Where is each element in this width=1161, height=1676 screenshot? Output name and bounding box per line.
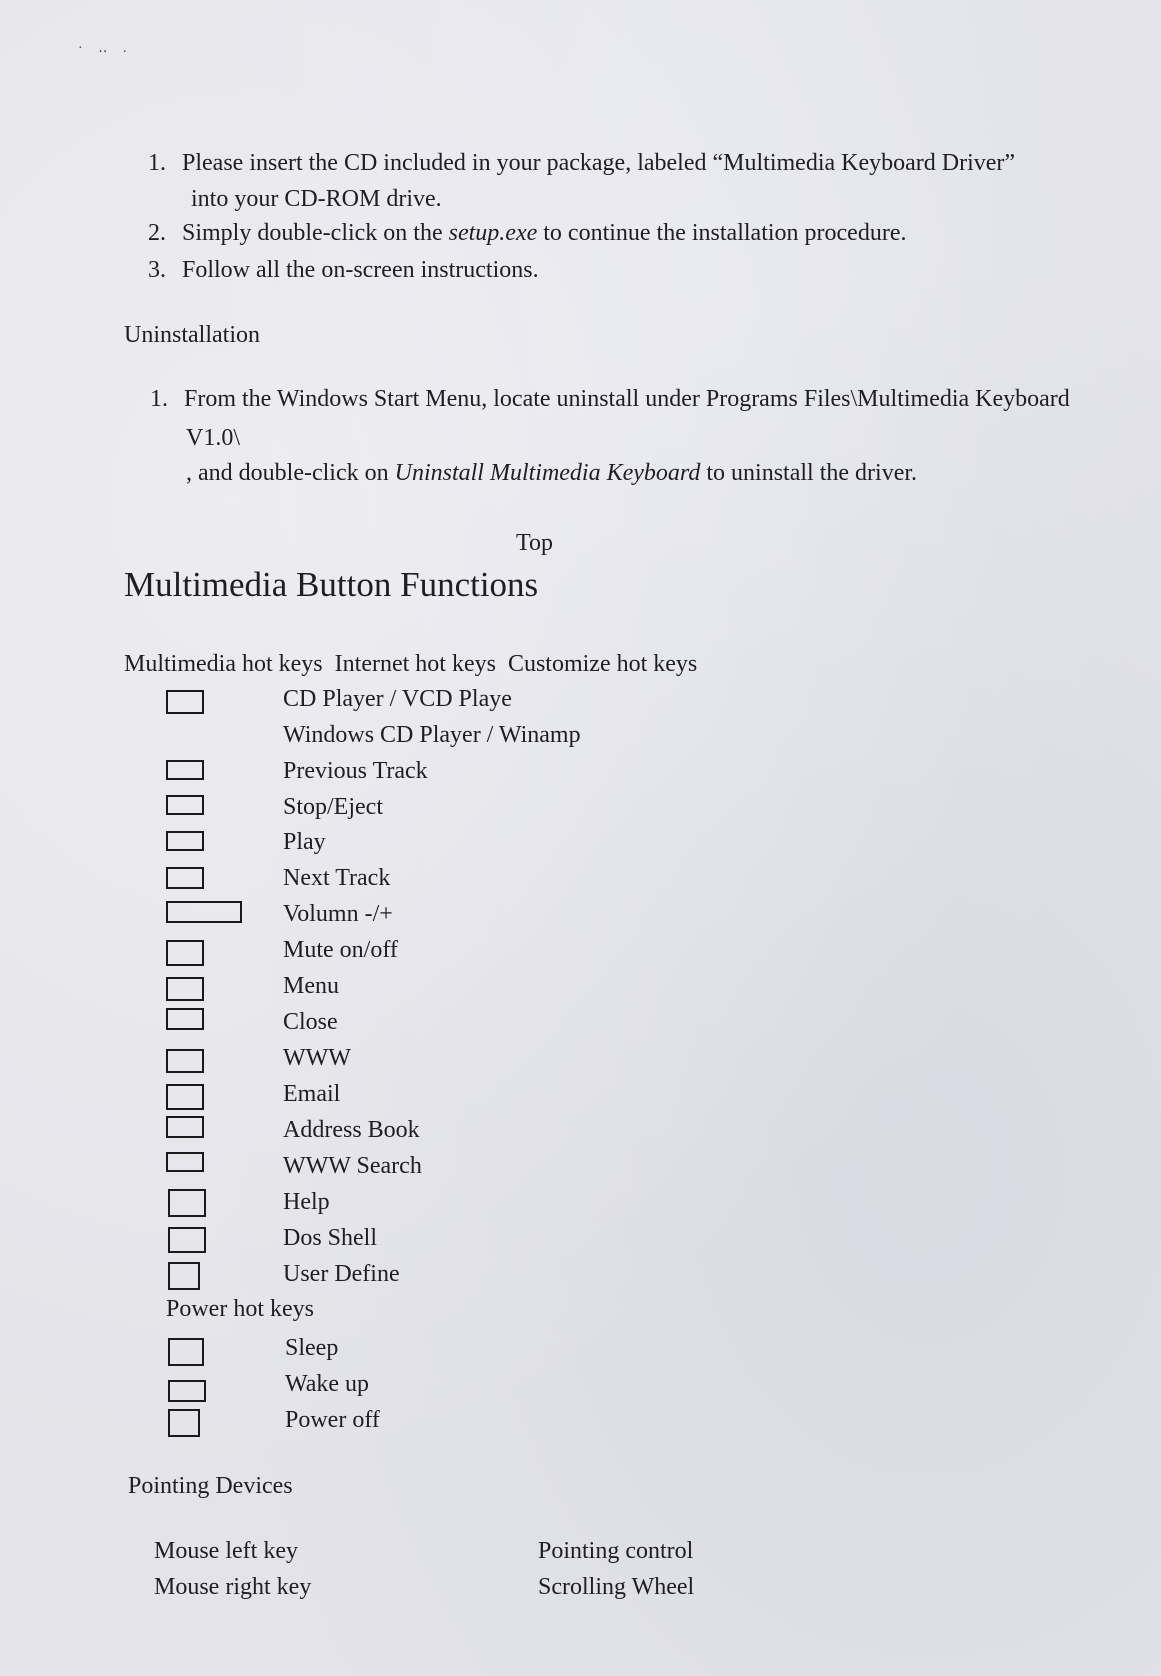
mouse-right-key-label: Mouse right key — [154, 1574, 312, 1600]
key-label-previous-track: Previous Track — [283, 758, 428, 784]
key-label-menu: Menu — [283, 973, 339, 999]
www-search-key-box[interactable] — [166, 1152, 204, 1172]
key-label-stop-eject: Stop/Eject — [283, 794, 383, 820]
key-label-www-search: WWW Search — [283, 1153, 422, 1179]
dos-shell-key-box[interactable] — [168, 1227, 206, 1253]
uninstall-step-1-cont — [186, 460, 917, 487]
setup-exe-reference: setup.exe — [448, 220, 538, 246]
play-key-box[interactable] — [166, 831, 204, 851]
step-text: From the Windows Start Menu, locate uninstall under Programs Files\Multimedia Keyboard — [184, 386, 1070, 412]
help-key-box[interactable] — [168, 1189, 206, 1217]
stop-eject-key-box[interactable] — [166, 795, 204, 815]
pointing-control-label: Pointing control — [538, 1538, 694, 1564]
tab-multimedia-hot-keys[interactable]: Multimedia hot keys — [124, 651, 323, 677]
hotkey-categories — [124, 651, 697, 678]
previous-track-key-box[interactable] — [166, 760, 204, 780]
key-label-mute: Mute on/off — [283, 937, 398, 963]
step-number: 3. — [148, 257, 166, 283]
menu-key-box[interactable] — [166, 977, 204, 1001]
uninstall-step-1 — [150, 386, 1070, 413]
key-label-play: Play — [283, 829, 326, 855]
key-label-close: Close — [283, 1009, 338, 1035]
volume-key-box[interactable] — [166, 901, 242, 923]
scan-marks: · ‥ . — [78, 41, 133, 56]
email-key-box[interactable] — [166, 1084, 204, 1110]
www-key-box[interactable] — [166, 1049, 204, 1073]
step-text-tail: to continue the installation procedure. — [537, 220, 907, 246]
key-label-cd-player: CD Player / VCD Playe — [283, 686, 512, 712]
sleep-key-box[interactable] — [168, 1338, 204, 1366]
step-number: 2. — [148, 220, 166, 246]
key-label-volume: Volumn -/+ — [283, 901, 393, 927]
user-define-key-box[interactable] — [168, 1262, 200, 1290]
section-title: Multimedia Button Functions — [124, 565, 539, 604]
key-label-sleep: Sleep — [285, 1335, 339, 1361]
key-label-windows-cd-player: Windows CD Player / Winamp — [283, 722, 581, 748]
close-key-box[interactable] — [166, 1008, 204, 1030]
key-label-dos-shell: Dos Shell — [283, 1225, 378, 1251]
step-number: 1. — [150, 386, 168, 412]
install-step-3 — [148, 257, 539, 284]
key-label-power-off: Power off — [285, 1407, 380, 1433]
tab-internet-hot-keys[interactable]: Internet hot keys — [334, 651, 496, 677]
key-label-user-define: User Define — [283, 1261, 400, 1287]
top-link[interactable]: Top — [516, 530, 553, 556]
install-step-1 — [148, 150, 1015, 177]
pointing-devices-heading: Pointing Devices — [128, 1473, 293, 1499]
step-text: Simply double-click on the — [182, 220, 449, 246]
wake-up-key-box[interactable] — [168, 1380, 206, 1402]
key-label-help: Help — [283, 1189, 330, 1215]
scrolling-wheel-label: Scrolling Wheel — [538, 1574, 695, 1600]
mute-key-box[interactable] — [166, 940, 204, 966]
power-hot-keys-heading: Power hot keys — [166, 1296, 314, 1322]
step-text: , and double-click on — [186, 460, 395, 486]
uninstall-heading: Uninstallation — [124, 322, 260, 348]
step-number: 1. — [148, 150, 166, 176]
step-text-tail: to uninstall the driver. — [700, 460, 918, 486]
key-label-address-book: Address Book — [283, 1117, 420, 1143]
key-label-email: Email — [283, 1081, 341, 1107]
step-text: Please insert the CD included in your package, labeled “Multimedia Keyboard Driver” — [182, 150, 1016, 176]
step-text: Follow all the on-screen instructions. — [182, 257, 539, 283]
key-label-wake-up: Wake up — [285, 1371, 370, 1397]
cd-player-key-box[interactable] — [166, 690, 204, 714]
power-off-key-box[interactable] — [168, 1409, 200, 1437]
address-book-key-box[interactable] — [166, 1116, 204, 1138]
next-track-key-box[interactable] — [166, 867, 204, 889]
key-label-next-track: Next Track — [283, 865, 391, 891]
install-step-2 — [148, 220, 906, 247]
uninstall-step-1-path: V1.0\ — [186, 425, 240, 451]
tab-customize-hot-keys[interactable]: Customize hot keys — [507, 651, 698, 677]
install-step-1-cont: into your CD-ROM drive. — [191, 186, 442, 212]
mouse-left-key-label: Mouse left key — [154, 1538, 298, 1564]
key-label-www: WWW — [283, 1045, 351, 1071]
uninstall-program-name: Uninstall Multimedia Keyboard — [394, 460, 701, 486]
